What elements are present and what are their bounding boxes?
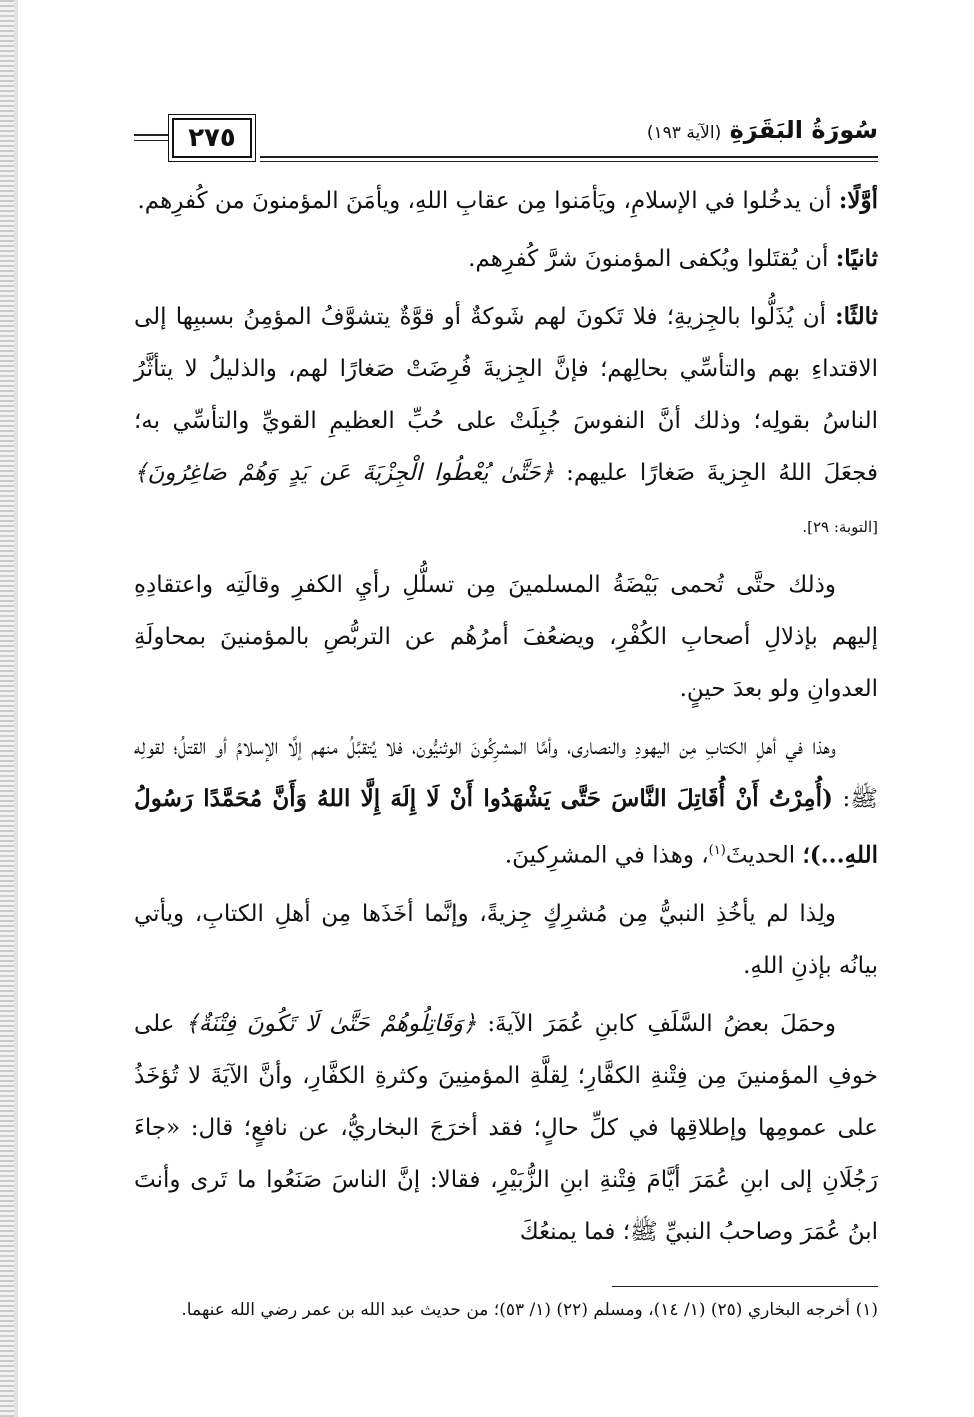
paragraph-text: على خوفِ المؤمنينَ مِن فِتْنةِ الكفَّارِ؛ لِقلَّةِ المؤمنِينَ وكثرةِ الكفَّارِ، وأنَّ الآيَةَ لا تُؤخَذُ على عمومِها وإطلاقِها في كلِّ حالٍ؛ فقد أخرَجَ البخاريُّ، عن نافعٍ؛ قال: «جاءَ رَجُلَانِ إلى ابنِ عُمَرَ أيَّامَ فِتْنةِ ابنِ الزُّبَيْرِ، فقالا: إنَّ الناسَ صَنَعُوا ما تَرى وأنتَ ابنُ عُمَرَ وصاحبُ النبيِّ ﷺ؛ فما يمنعُكَ bbox=[134, 1010, 878, 1245]
paragraph-text: وذلك حتَّى تُحمى بَيْضَةُ المسلمينَ مِن تسلُّلِ رأيِ الكفرِ وقالَتِه واعتقادِهِ إليهم بإذلالِ أصحابِ الكُفْرِ، ويضعُفَ أمرُهُم عن التربُّصِ بالمؤمنينَ بمحاولَةِ العدوانِ ولو بعدَ حينٍ. bbox=[134, 572, 878, 702]
header-rule-right bbox=[260, 156, 878, 158]
paragraph-fourth bbox=[134, 559, 878, 715]
ayah-reference: (الآية ١٩٣) bbox=[646, 123, 722, 143]
hadith-quote: (أُمِرْتُ أَنْ أُقَاتِلَ النَّاسَ حَتَّى يَشْهَدُوا أَنْ لَا إِلَهَ إِلَّا اللهُ وَأَنَّ مُحَمَّدًا رَسُولُ اللهِ...)؛ bbox=[134, 785, 878, 869]
footnote-text: أخرجه البخاري (٢٥) (١/ ١٤)، ومسلم (٢٢) (١/ ٥٣)؛ من حديث عبد الله بن عمر رضي الله عنهما. bbox=[181, 1300, 851, 1320]
header-rule-left bbox=[134, 134, 168, 136]
header-rule-left-thin bbox=[134, 140, 168, 141]
verse-citation: [التوبة: ٢٩]. bbox=[802, 518, 878, 536]
page-header bbox=[134, 112, 878, 164]
quran-verse: ﴿وَقَاتِلُوهُمْ حَتَّىٰ لَا تَكُونَ فِتْنَةٌ﴾ bbox=[185, 1010, 477, 1037]
paragraph-seventh bbox=[134, 998, 878, 1258]
surah-title: سُورَةُ البَقَرَةِ bbox=[729, 116, 878, 144]
footnote bbox=[134, 1296, 878, 1324]
header-rule-right-thin bbox=[260, 161, 878, 162]
running-title bbox=[647, 116, 878, 144]
page-number: ٢٧٥ bbox=[172, 118, 252, 158]
footnote-reference[interactable]: (١) bbox=[708, 843, 726, 858]
scanned-page-edge-shadow bbox=[14, 0, 18, 1417]
paragraph-text: أن يُقتَلوا ويُكفى المؤمنونَ شرَّ كُفرِهم. bbox=[468, 246, 829, 272]
page-body bbox=[134, 175, 878, 1264]
paragraph-fifth bbox=[134, 721, 878, 882]
scanned-page-edge bbox=[0, 0, 14, 1417]
paragraph-lead: أوَّلًا: bbox=[838, 187, 878, 214]
paragraph-text: ، وهذا في المشرِكينَ. bbox=[504, 842, 709, 869]
footnote-separator bbox=[612, 1286, 878, 1287]
paragraph-first bbox=[134, 175, 878, 227]
paragraph-text: أن يُذَلُّوا بالجِزيةِ؛ فلا تَكونَ لهم شَوكةٌ أو قوَّةٌ يتشوَّفُ المؤمِنُ بسببِها إلى الاقتداءِ بهم والتأسِّي بحالِهم؛ فإنَّ الجِزيةَ فُرِضَتْ صَغارًا لهم، والذليلُ لا يتأثَّرُ الناسُ بقولِه؛ وذلك أنَّ النفوسَ جُبِلَتْ على حُبِّ العظيمِ القويِّ والتأسِّي به؛ فجعَلَ اللهُ الجِزيةَ صَغارًا عليهم: bbox=[134, 304, 878, 486]
paragraph-third bbox=[134, 291, 878, 553]
paragraph-second bbox=[134, 233, 878, 285]
paragraph-text: أن يدخُلوا في الإسلامِ، ويَأمَنوا مِن عقابِ اللهِ، ويأمَنَ المؤمنونَ من كُفرِهم. bbox=[137, 188, 832, 214]
paragraph-lead: ثالثًا: bbox=[835, 303, 878, 330]
paragraph-lead: ثانيًا: bbox=[835, 245, 878, 272]
footnote-number: (١) bbox=[855, 1300, 878, 1320]
paragraph-sixth bbox=[134, 888, 878, 992]
paragraph-text: ولِذا لم يأخُذِ النبيُّ مِن مُشرِكٍ جِزيةً، وإنَّما أخَذَها مِن أهلِ الكتابِ، ويأتي بيانُه بإذنِ اللهِ. bbox=[134, 900, 878, 979]
quran-verse: ﴿حَتَّىٰ يُعْطُوا الْجِزْيَةَ عَن يَدٍ وَهُمْ صَاغِرُونَ﴾ bbox=[134, 460, 555, 486]
paragraph-text: وهذا في أهلِ الكتابِ مِن اليهودِ والنصارى، وأمَّا المشرِكُونَ الوثنيُّون، فلا يُتقبَّلُ منهم إلَّا الإسلامُ أو القتلُ؛ لقولِه ﷺ: bbox=[134, 734, 878, 812]
paragraph-text: الحديثَ bbox=[725, 842, 796, 869]
paragraph-text: وحمَلَ بعضُ السَّلَفِ كابنِ عُمَرَ الآيةَ: bbox=[487, 1010, 836, 1037]
